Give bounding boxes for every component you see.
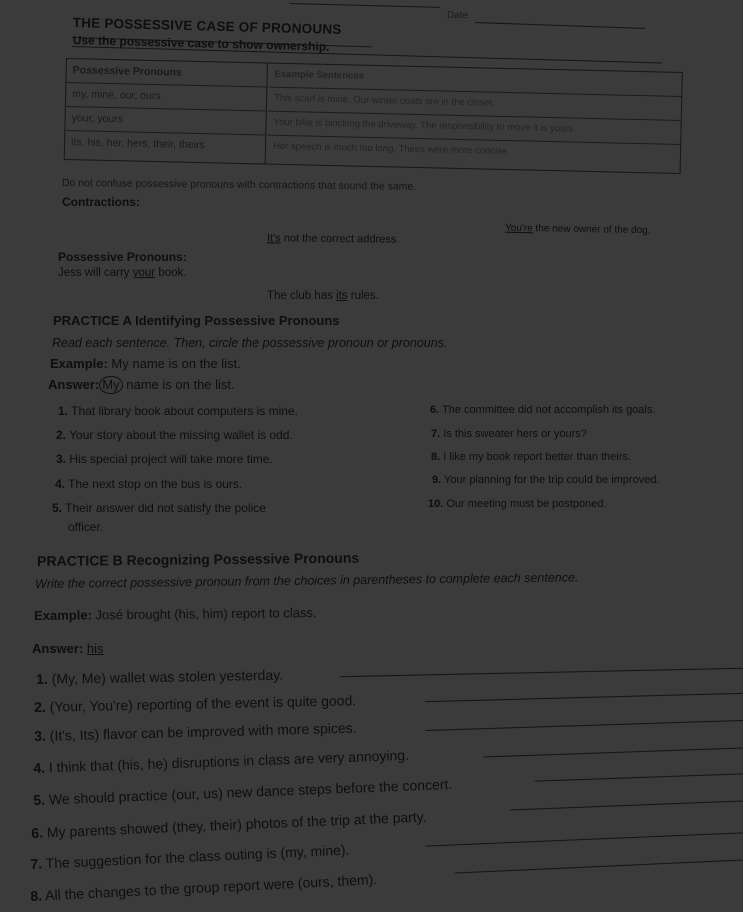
- sentence-text: the new owner of the dog.: [532, 223, 651, 237]
- example-label: Example:: [34, 607, 92, 623]
- practice-b-item-5: [33, 776, 453, 808]
- practice-a-item-7[interactable]: [431, 428, 587, 440]
- sentence-text: book.: [155, 267, 187, 279]
- date-line[interactable]: [475, 22, 645, 29]
- item-number: 8.: [431, 451, 441, 463]
- page-subtitle: Use the possessive case to show ownership.: [72, 33, 330, 54]
- item-number: 4.: [33, 759, 46, 776]
- sentence-text: The club has: [267, 290, 337, 302]
- item-text: I like my book report better than theirs.: [443, 451, 631, 463]
- item-text: All the changes to the group report were (ours, them).: [44, 871, 378, 904]
- date-label: Date: [446, 9, 469, 22]
- table-header: Possessive Pronouns: [66, 59, 266, 88]
- practice-b-item-8: [30, 871, 377, 904]
- practice-b-item-3: [34, 720, 357, 744]
- page-title: THE POSSESSIVE CASE OF PRONOUNS: [72, 15, 342, 38]
- practice-a-item-5-cont: officer.: [68, 520, 104, 534]
- answer-line-5[interactable]: [535, 773, 743, 781]
- table-cell: my, mine, our, ours: [66, 83, 266, 112]
- practice-a-instructions: Read each sentence. Then, circle the possessive pronoun or pronouns.: [52, 336, 448, 350]
- item-text: We should practice (our, us) new dance steps before the concert.: [48, 775, 453, 808]
- item-text: Our meeting must be postponed.: [446, 498, 607, 510]
- item-text: My parents showed (they, their) photos of the trip at the party.: [46, 808, 427, 841]
- contraction-example: [267, 232, 399, 245]
- sentence-text: rules.: [347, 290, 379, 302]
- underlined-word: its: [336, 290, 348, 302]
- practice-b-instructions: Write the correct possessive pronoun from the choices in parentheses to complete each sentence.: [35, 570, 579, 591]
- possessive-example: [267, 290, 379, 302]
- practice-a-item-10[interactable]: [428, 498, 607, 510]
- table-column-pronouns: [65, 59, 268, 164]
- underlined-word: You're: [504, 222, 533, 235]
- item-number: 8.: [30, 887, 43, 904]
- answer-line-2[interactable]: [425, 693, 743, 703]
- contractions-label: Contractions:: [62, 195, 140, 209]
- practice-a-example: [50, 356, 241, 371]
- item-number: 7.: [30, 855, 43, 872]
- sentence-text: not the correct address.: [280, 232, 400, 246]
- item-text: Their answer did not satisfy the police: [65, 501, 266, 515]
- item-text: The committee did not accomplish its goals.: [442, 404, 656, 416]
- circled-pronoun: My: [99, 376, 122, 394]
- underlined-word: your: [132, 267, 156, 279]
- sentence-text: Jess will carry: [58, 267, 133, 279]
- example-text: José brought (his, him) report to class.: [91, 605, 317, 623]
- table-cell: its, his, her, hers, their, theirs: [70, 136, 205, 152]
- answer-label: Answer:: [32, 641, 84, 656]
- example-label: Example:: [50, 356, 108, 371]
- answer-line-8[interactable]: [455, 859, 743, 873]
- item-text: Is this sweater hers or yours?: [443, 428, 587, 440]
- possessives-label: Possessive Pronouns:: [58, 250, 187, 264]
- table-cell: Her speech is much too long. Theirs were more concise.: [272, 140, 511, 158]
- contraction-example: [505, 223, 651, 237]
- item-text: I think that (his, he) disruptions in class are very annoying.: [48, 746, 410, 776]
- practice-b-example: [34, 605, 317, 623]
- item-text: The next stop on the bus is ours.: [68, 477, 243, 491]
- name-line: [290, 3, 440, 8]
- possessive-pronouns-table: [64, 58, 683, 174]
- practice-b-item-7: [30, 842, 350, 872]
- item-number: 10.: [428, 498, 444, 510]
- practice-a-answer: [48, 376, 235, 394]
- example-text: My name is on the list.: [107, 356, 241, 371]
- practice-a-item-2[interactable]: [56, 428, 293, 442]
- item-text: (My, Me) wallet was stolen yesterday.: [51, 666, 284, 687]
- item-number: 5.: [33, 791, 46, 808]
- practice-a-heading: PRACTICE A Identifying Possessive Pronouns: [53, 313, 340, 328]
- practice-b-heading: PRACTICE B Recognizing Possessive Pronouns: [37, 549, 360, 569]
- practice-a-item-8[interactable]: [431, 451, 631, 463]
- answer-value: his: [86, 641, 104, 656]
- table-cell: Your bike is blocking the driveway. The responsibility to move it is yours.: [267, 112, 680, 145]
- answer-text: name is on the list.: [122, 377, 235, 392]
- table-header: Example Sentences: [268, 64, 681, 97]
- answer-line-4[interactable]: [483, 747, 743, 757]
- item-text: Your planning for the trip could be improved.: [444, 474, 660, 486]
- item-number: 7.: [431, 428, 441, 440]
- item-number: 5.: [52, 501, 63, 515]
- table-column-examples: [267, 64, 682, 173]
- practice-b-item-1: [36, 667, 283, 687]
- practice-b-item-4: [33, 747, 409, 776]
- practice-a-item-9[interactable]: [432, 474, 660, 486]
- item-number: 2.: [34, 698, 47, 715]
- answer-label: Answer:: [48, 377, 100, 392]
- item-text: The suggestion for the class outing is (my, mine).: [45, 841, 350, 872]
- item-number: 2.: [56, 428, 67, 442]
- item-number: 1.: [36, 670, 48, 687]
- table-cell: your, yours: [65, 107, 265, 136]
- item-number: 6.: [31, 824, 44, 841]
- practice-b-item-2: [34, 692, 356, 715]
- item-text: Your story about the missing wallet is odd.: [69, 428, 293, 442]
- item-text: (It's, Its) flavor can be improved with more spices.: [49, 719, 357, 744]
- practice-a-item-1[interactable]: [58, 404, 298, 418]
- item-number: 3.: [34, 727, 47, 744]
- answer-line-1[interactable]: [340, 668, 743, 678]
- practice-b-item-6: [31, 808, 427, 841]
- answer-line-7[interactable]: [425, 832, 743, 847]
- possessive-example: [58, 267, 186, 279]
- item-number: 1.: [58, 404, 69, 418]
- practice-a-item-6[interactable]: [430, 404, 655, 416]
- table-cell: This scarf is mine. Our winter coats are in the closet.: [268, 88, 681, 121]
- item-text: (Your, You're) reporting of the event is quite good.: [49, 692, 357, 715]
- item-number: 9.: [432, 474, 442, 486]
- practice-a-item-3[interactable]: [56, 452, 273, 466]
- item-number: 6.: [430, 404, 440, 416]
- underlined-word: It's: [266, 232, 281, 245]
- item-text: That library book about computers is mine.: [71, 404, 298, 418]
- answer-line-3[interactable]: [425, 720, 743, 731]
- practice-a-item-4[interactable]: [55, 477, 242, 491]
- item-number: 4.: [55, 477, 66, 491]
- item-number: 3.: [56, 452, 67, 466]
- contractions-note: Do not confuse possessive pronouns with contractions that sound the same.: [61, 177, 417, 193]
- practice-a-item-5[interactable]: [52, 501, 266, 515]
- answer-line-6[interactable]: [510, 801, 743, 811]
- item-text: His special project will take more time.: [69, 452, 273, 466]
- practice-b-answer: [32, 641, 104, 656]
